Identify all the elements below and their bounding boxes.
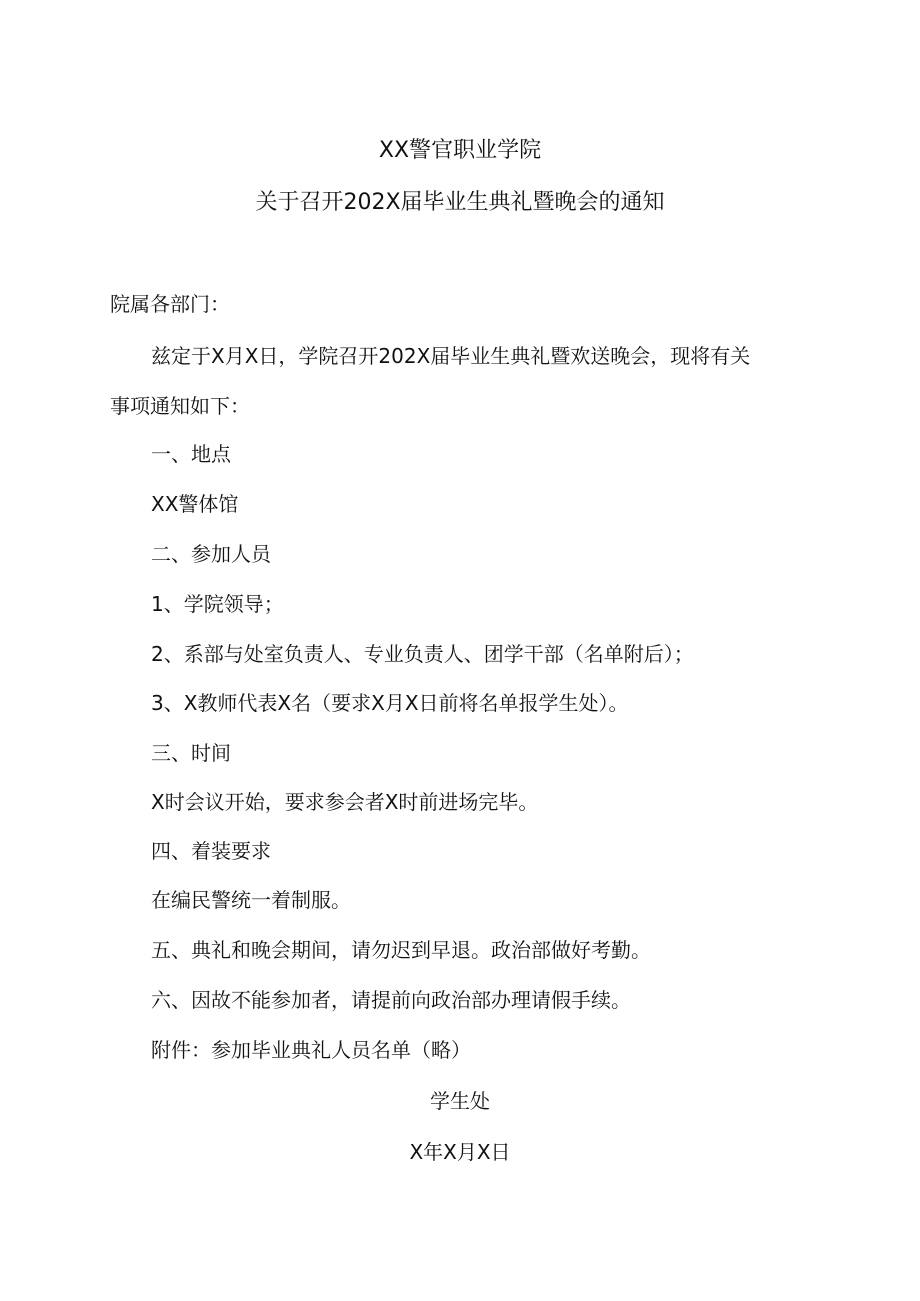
item-6-leave: 六、因故不能参加者，请提前向政治部办理请假手续。	[151, 988, 631, 1012]
item-5-attendance: 五、典礼和晚会期间，请勿迟到早退。政治部做好考勤。	[151, 938, 651, 962]
issue-date: X年X月X日	[409, 1140, 511, 1164]
time-value: X时会议开始，要求参会者X时前进场完毕。	[151, 790, 539, 814]
intro-line-1: 兹定于X月X日，学院召开202X届毕业生典礼暨欢送晚会，现将有关	[151, 344, 751, 368]
location-value: XX警体馆	[151, 492, 239, 516]
participant-item-2: 2、系部与处室负责人、专业负责人、团学干部（名单附后）；	[151, 642, 694, 666]
issuer-signature: 学生处	[430, 1089, 490, 1113]
org-name-heading: XX警官职业学院	[378, 138, 542, 163]
participants-heading: 二、参加人员	[151, 542, 271, 566]
dress-heading: 四、着装要求	[151, 839, 271, 863]
time-heading: 三、时间	[151, 741, 231, 765]
location-heading: 一、地点	[151, 442, 231, 466]
notice-subject-heading: 关于召开202X届毕业生典礼暨晚会的通知	[255, 190, 665, 215]
participant-item-1: 1、学院领导；	[151, 592, 284, 616]
dress-value: 在编民警统一着制服。	[151, 888, 351, 912]
participant-item-3: 3、X教师代表X名（要求X月X日前将名单报学生处）。	[151, 691, 629, 715]
intro-line-2: 事项通知如下：	[110, 394, 250, 418]
attachment-line: 附件：参加毕业典礼人员名单（略）	[151, 1038, 471, 1062]
salutation: 院属各部门：	[110, 292, 230, 316]
